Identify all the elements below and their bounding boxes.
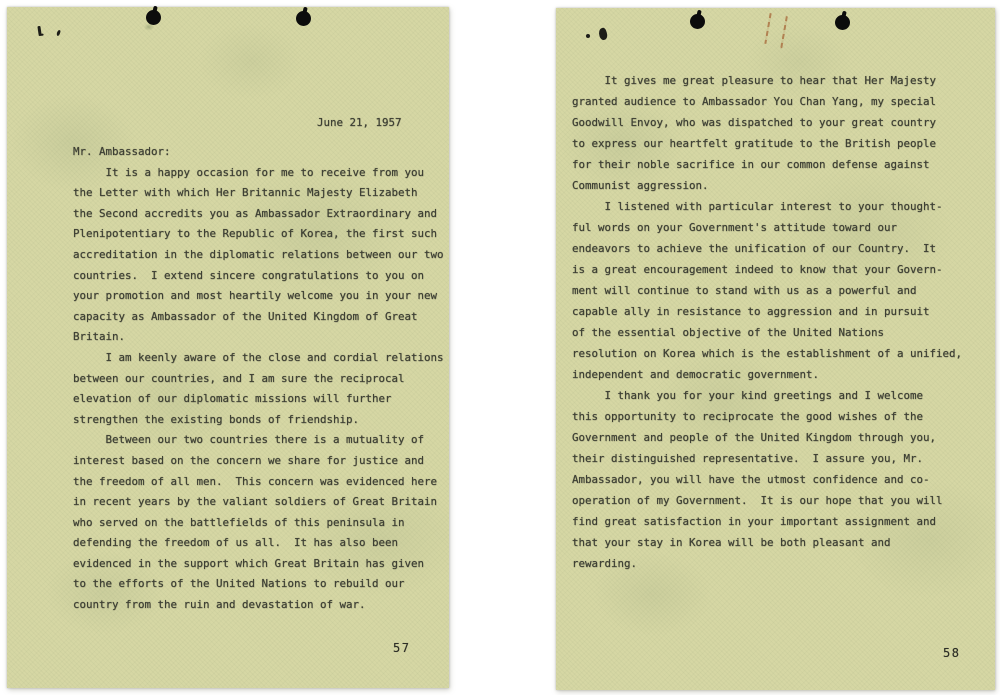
letter-text-line: find great satisfaction in your important assignment and [572, 515, 937, 528]
letter-body-left [73, 142, 444, 616]
letter-text-line: their distinguished representative. I assure you, Mr. [572, 452, 924, 465]
letter-page-right [556, 8, 995, 690]
letter-text-line: your promotion and most heartily welcome you in your new [73, 289, 438, 303]
letter-text-line: who served on the battlefields of this peninsula in [73, 515, 405, 529]
letter-text-line: strengthen the existing bonds of friendship. [73, 412, 360, 426]
letter-text-line: ful words on your Government's attitude toward our [572, 221, 898, 234]
page-number-left: 57 [393, 641, 411, 655]
letter-text-line: that your stay in Korea will be both pleasant and [572, 536, 891, 549]
letter-text-line: accreditation in the diplomatic relations between our two [73, 247, 444, 261]
letter-text-line: countries. I extend sincere congratulations to you on [73, 268, 425, 282]
letter-text-line: the freedom of all men. This concern was evidenced here [73, 474, 438, 488]
letter-page-left [7, 7, 449, 688]
hole-punch-mark [146, 10, 161, 25]
letter-text-line: between our countries, and I am sure the reciprocal [73, 371, 405, 385]
ink-dot-mark [586, 34, 590, 38]
letter-text-line: independent and democratic government. [572, 368, 820, 381]
ink-blob-mark [597, 27, 608, 41]
red-pen-mark [764, 13, 771, 44]
letter-text-line: operation of my Government. It is our hope that you will [572, 494, 943, 507]
letter-text-line: in recent years by the valiant soldiers of Great Britain [73, 495, 438, 509]
letter-text-line: the Second accredits you as Ambassador Extraordinary and [73, 206, 438, 220]
letter-text-line: ment will continue to stand with us as a powerful and [572, 284, 917, 297]
letter-text-line: resolution on Korea which is the establishment of a unified, [572, 347, 963, 360]
letter-text-line: for their noble sacrifice in our common defense against [572, 158, 930, 171]
ink-tick-mark [37, 26, 41, 35]
page-number-right: 58 [943, 646, 961, 660]
letter-text-line: Ambassador, you will have the utmost confidence and co- [572, 473, 930, 486]
letter-text-line: capable ally in resistance to aggression and in pursuit [572, 305, 930, 318]
letter-text-line: elevation of our diplomatic missions will further [73, 392, 392, 406]
letter-text-line: country from the ruin and devastation of war. [73, 598, 366, 612]
letter-text-line: the Letter with which Her Britannic Majesty Elizabeth [73, 186, 418, 200]
letter-text-line: endeavors to achieve the unification of our Country. It [572, 242, 937, 255]
red-pen-mark [780, 16, 788, 49]
letter-text-line: granted audience to Ambassador You Chan Yang, my special [572, 95, 937, 108]
date-line: June 21, 1957 [317, 116, 402, 129]
letter-text-line: is a great encouragement indeed to know that your Govern- [572, 263, 943, 276]
letter-text-line: Goodwill Envoy, who was dispatched to your great country [572, 116, 937, 129]
letter-text-line: Britain. [73, 330, 126, 344]
letter-text-line: to express our heartfelt gratitude to the British people [572, 137, 937, 150]
letter-text-line: It gives me great pleasure to hear that Her Majesty [572, 74, 937, 87]
letter-text-line: this opportunity to reciprocate the good wishes of the [572, 410, 924, 423]
letter-text-line: evidenced in the support which Great Britain has given [73, 556, 425, 570]
ink-comma-mark [56, 30, 61, 37]
letter-text-line: Communist aggression. [572, 179, 709, 192]
hole-punch-mark [690, 14, 705, 29]
hole-punch-mark [835, 15, 850, 30]
letter-text-line: of the essential objective of the United Nations [572, 326, 885, 339]
letter-text-line: I am keenly aware of the close and cordial relations [73, 350, 444, 364]
letter-body-right [572, 70, 962, 574]
letter-text-line: capacity as Ambassador of the United Kingdom of Great [73, 309, 418, 323]
letter-text-line: I thank you for your kind greetings and I welcome [572, 389, 924, 402]
letter-text-line: Mr. Ambassador: [73, 145, 171, 158]
letter-text-line: defending the freedom of us all. It has also been [73, 536, 399, 550]
letter-text-line: It is a happy occasion for me to receive from you [73, 165, 425, 179]
letter-text-line: Plenipotentiary to the Republic of Korea, the first such [73, 227, 438, 241]
letter-text-line: Government and people of the United Kingdom through you, [572, 431, 937, 444]
letter-text-line: to the efforts of the United Nations to rebuild our [73, 577, 405, 591]
letter-text-line: I listened with particular interest to your thought- [572, 200, 943, 213]
letter-text-line: interest based on the concern we share for justice and [73, 453, 425, 467]
letter-text-line: rewarding. [572, 557, 638, 570]
letter-text-line: Between our two countries there is a mutuality of [73, 433, 425, 447]
hole-punch-mark [296, 11, 311, 26]
